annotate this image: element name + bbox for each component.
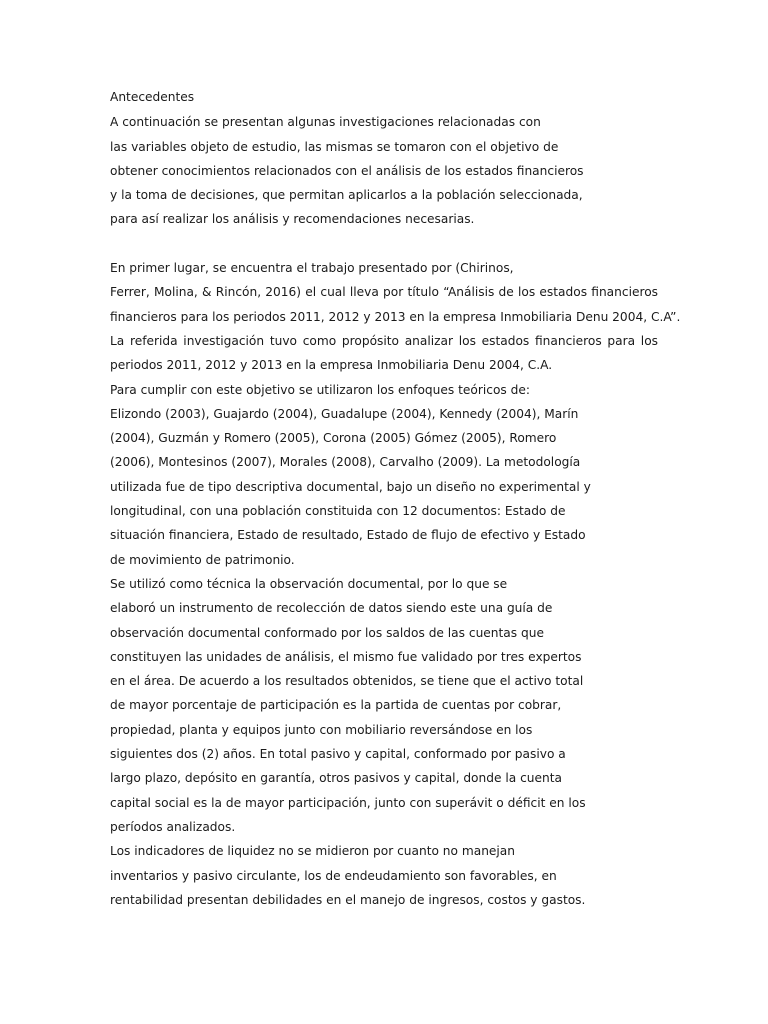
text-line: (2006), Montesinos (2007), Morales (2008), Carvalho (2009). La metodología xyxy=(110,455,581,470)
text-line: Elizondo (2003), Guajardo (2004), Guadalupe (2004), Kennedy (2004), Marín xyxy=(110,406,579,421)
text-line: Se utilizó como técnica la observación documental, por lo que se xyxy=(110,576,508,591)
text-line: A continuación se presentan algunas investigaciones relacionadas con xyxy=(110,115,541,130)
document-page xyxy=(110,85,681,912)
text-line: en el área. De acuerdo a los resultados obtenidos, se tiene que el activo total xyxy=(110,674,584,689)
text-line: Los indicadores de liquidez no se midieron por cuanto no manejan xyxy=(110,844,516,859)
text-line: inventarios y pasivo circulante, los de endeudamiento son favorables, en xyxy=(110,868,557,883)
text-line: para así realizar los análisis y recomendaciones necesarias. xyxy=(110,212,475,227)
text-line: utilizada fue de tipo descriptiva documental, bajo un diseño no experimental y xyxy=(110,479,591,494)
text-line: longitudinal, con una población constituida con 12 documentos: Estado de xyxy=(110,504,566,519)
text-line: siguientes dos (2) años. En total pasivo y capital, conformado por pasivo a xyxy=(110,747,566,762)
text-line: de mayor porcentaje de participación es la partida de cuentas por cobrar, xyxy=(110,698,562,713)
text-line: obtener conocimientos relacionados con el análisis de los estados financieros xyxy=(110,163,584,178)
text-line: financieros para los periodos 2011, 2012 y 2013 en la empresa Inmobiliaria Denu 2004, C.A”. xyxy=(110,309,681,324)
paragraph-study xyxy=(110,256,681,912)
text-line: La referida investigación tuvo como propósito analizar los estados financieros para los xyxy=(110,333,658,348)
paragraph-gap xyxy=(110,232,658,256)
text-line: períodos analizados. xyxy=(110,819,236,834)
text-line: las variables objeto de estudio, las mismas se tomaron con el objetivo de xyxy=(110,139,559,154)
paragraph-intro xyxy=(110,110,658,231)
text-line: situación financiera, Estado de resultado, Estado de flujo de efectivo y Estado xyxy=(110,528,586,543)
section-heading: Antecedentes xyxy=(110,90,195,104)
text-line: rentabilidad presentan debilidades en el manejo de ingresos, costos y gastos. xyxy=(110,892,586,907)
text-line: periodos 2011, 2012 y 2013 en la empresa Inmobiliaria Denu 2004, C.A. xyxy=(110,358,553,373)
text-line: largo plazo, depósito en garantía, otros pasivos y capital, donde la cuenta xyxy=(110,771,562,786)
text-line: de movimiento de patrimonio. xyxy=(110,552,295,567)
text-line: observación documental conformado por los saldos de las cuentas que xyxy=(110,625,544,640)
text-line: capital social es la de mayor participación, junto con superávit o déficit en los xyxy=(110,795,586,810)
text-line: y la toma de decisiones, que permitan aplicarlos a la población seleccionada, xyxy=(110,188,583,203)
text-line: Para cumplir con este objetivo se utilizaron los enfoques teóricos de: xyxy=(110,382,530,397)
text-line: (2004), Guzmán y Romero (2005), Corona (2005) Gómez (2005), Romero xyxy=(110,431,557,446)
text-line: constituyen las unidades de análisis, el mismo fue validado por tres expertos xyxy=(110,649,582,664)
text-line: propiedad, planta y equipos junto con mobiliario reversándose en los xyxy=(110,722,533,737)
text-line: elaboró un instrumento de recolección de datos siendo este una guía de xyxy=(110,601,553,616)
text-line: Ferrer, Molina, & Rincón, 2016) el cual lleva por título “Análisis de los estados financieros xyxy=(110,285,658,300)
text-line: En primer lugar, se encuentra el trabajo presentado por (Chirinos, xyxy=(110,261,514,276)
